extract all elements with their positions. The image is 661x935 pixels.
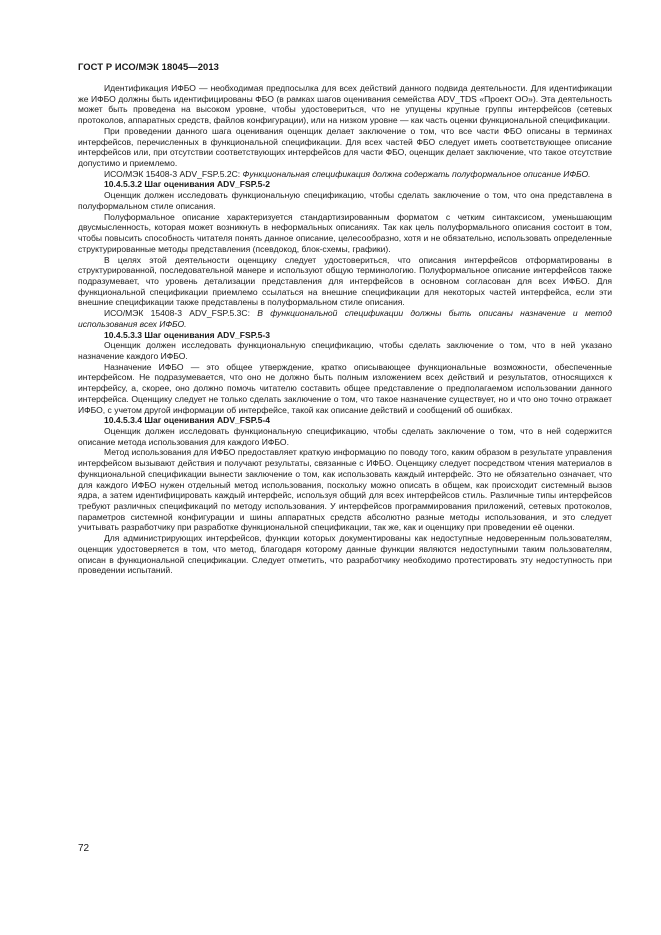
requirement-reference: ИСО/МЭК 15408-3 ADV_FSP.5.2C: <box>104 168 243 179</box>
body-paragraph: При проведении данного шага оценивания оценщик делает заключение о том, что все части ФБО описаны в терминах интерфейсов, перечисленных в функциональной спецификации. Для всех частей ФБО следует иметь соответствующее описание интерфейсов или, при отсутствии соответствующих интерфейсов для части ФБО, оценщик делает заключение, что такое отсутствие допустимо и приемлемо. <box>78 125 612 169</box>
body-paragraph: Полуформальное описание характеризуется стандартизированным форматом с четким синтаксисом, уменьшающим двусмысленность, которая может возникнуть в неформальных описаниях. Так как цель полуформального описания состоит в том, чтобы повысить способность читателя понять данное описание, целесообразно, хотя и не обязательно, использовать определенные структурированные методы представления (псевдокод, блок-схемы, графики). <box>78 211 612 254</box>
section-heading: 10.4.5.3.2 Шаг оценивания ADV_FSP.5-2 <box>104 179 271 190</box>
body-paragraph: Оценщик должен исследовать функциональную спецификацию, чтобы сделать заключение о том, что она представлена в полуформальном стиле описания. <box>78 190 612 211</box>
requirement-element <box>78 169 612 180</box>
page-header-standard-title: ГОСТ Р ИСО/МЭК 18045—2013 <box>78 61 219 72</box>
section-heading: 10.4.5.3.4 Шаг оценивания ADV_FSP.5-4 <box>104 415 271 426</box>
body-paragraph: Оценщик должен исследовать функциональную спецификацию, чтобы сделать заключение о том, что в ней указано назначение каждого ИФБО. <box>78 340 612 361</box>
requirement-reference: ИСО/МЭК 15408-3 ADV_FSP.5.3C: <box>104 308 258 319</box>
requirement-text: Функциональная спецификация должна содержать полуформальное описание ИФБО. <box>242 168 591 179</box>
body-paragraph: Идентификация ИФБО — необходимая предпосылка для всех действий данного подвида деятельности. Для идентификации же ИФБО должны быть идентифицированы ФБО (в рамках шагов оценивания семейства ADV_TDS «Проект ОО»). Эта деятельность может быть проведена на высоком уровне, чтобы удостовериться, что не упущены крупные группы интерфейсов (сетевых протоколов, аппаратных средств, файлов конфигурации), или на низком уровне — как часть оценки функциональной спецификации. <box>78 83 612 126</box>
body-paragraph: Метод использования для ИФБО предоставляет краткую информацию по поводу того, каким образом в результате управления интерфейсом вызывают действия и получают результаты, связанные с ИФБО. Оценщику следует посредством чтения материалов в функциональной спецификации вынести заключение о том, как использовать каждый интерфейс. Это не обязательно означает, что для каждого ИФБО нужен отдельный метод использования, поскольку можно описать в общем, как происходит системный вызов ядра, а затем идентифицировать каждый интерфейс, используя общий для всех интерфейсов стиль. Различные типы интерфейсов требуют различных спецификаций по методу использования. У интерфейсов программирования приложений, сетевых протоколов, параметров системной конфигурации и шины аппаратных средств абсолютно разные методы использования, и это следует учитывать разработчику при разработке функциональной спецификации, так же, как и оценщику при проведении её оценки. <box>78 447 612 533</box>
page-number: 72 <box>78 843 90 854</box>
body-paragraph: Назначение ИФБО — это общее утверждение, кратко описывающее функциональные возможности, обеспеченные интерфейсом. Не подразумевается, что оно не должно быть полным изложением всех действий и результатов, относящихся к интерфейсу, а, скорее, оно должно помочь читателю составить общее представление о предполагаемом использовании данного интерфейса. Оценщику следует не только сделать заключение о том, что такое назначение существует, но и что оно точно отражает ИФБО, с учетом другой информации об интерфейсе, такой как описание действий и сообщений об ошибках. <box>78 361 612 415</box>
document-body <box>78 83 612 576</box>
requirement-element <box>78 308 612 329</box>
body-paragraph: Для администрирующих интерфейсов, функции которых документированы как недоступные недоверенным пользователям, оценщик удостоверяется в том, что метод, благодаря которому данные функции являются недоступными таким пользователям, описан в функциональной спецификации. Следует отметить, что разработчику необходимо протестировать эту недоступность при проведении испытаний. <box>78 533 612 576</box>
section-heading: 10.4.5.3.3 Шаг оценивания ADV_FSP.5-3 <box>104 329 271 340</box>
body-paragraph: Оценщик должен исследовать функциональную спецификацию, чтобы сделать заключение о том, что в ней содержится описание метода использования для каждого ИФБО. <box>78 426 612 447</box>
requirement-text: В функциональной спецификации должны быть описаны назначение и метод использования всех ИФБО. <box>78 308 612 329</box>
body-paragraph: В целях этой деятельности оценщику следует удостовериться, что описания интерфейсов отформатированы в структурированной, последовательной манере и используют общую терминологию. Полуформальное описание интерфейсов также подразумевает, что уровень детализации представления для интерфейсов в основном согласован для всех ИФБО. Для функциональной спецификации приемлемо ссылаться на внешние спецификации для некоторых частей интерфейса, если эти внешние спецификации также представлены в полуформальном стиле описания. <box>78 254 612 308</box>
